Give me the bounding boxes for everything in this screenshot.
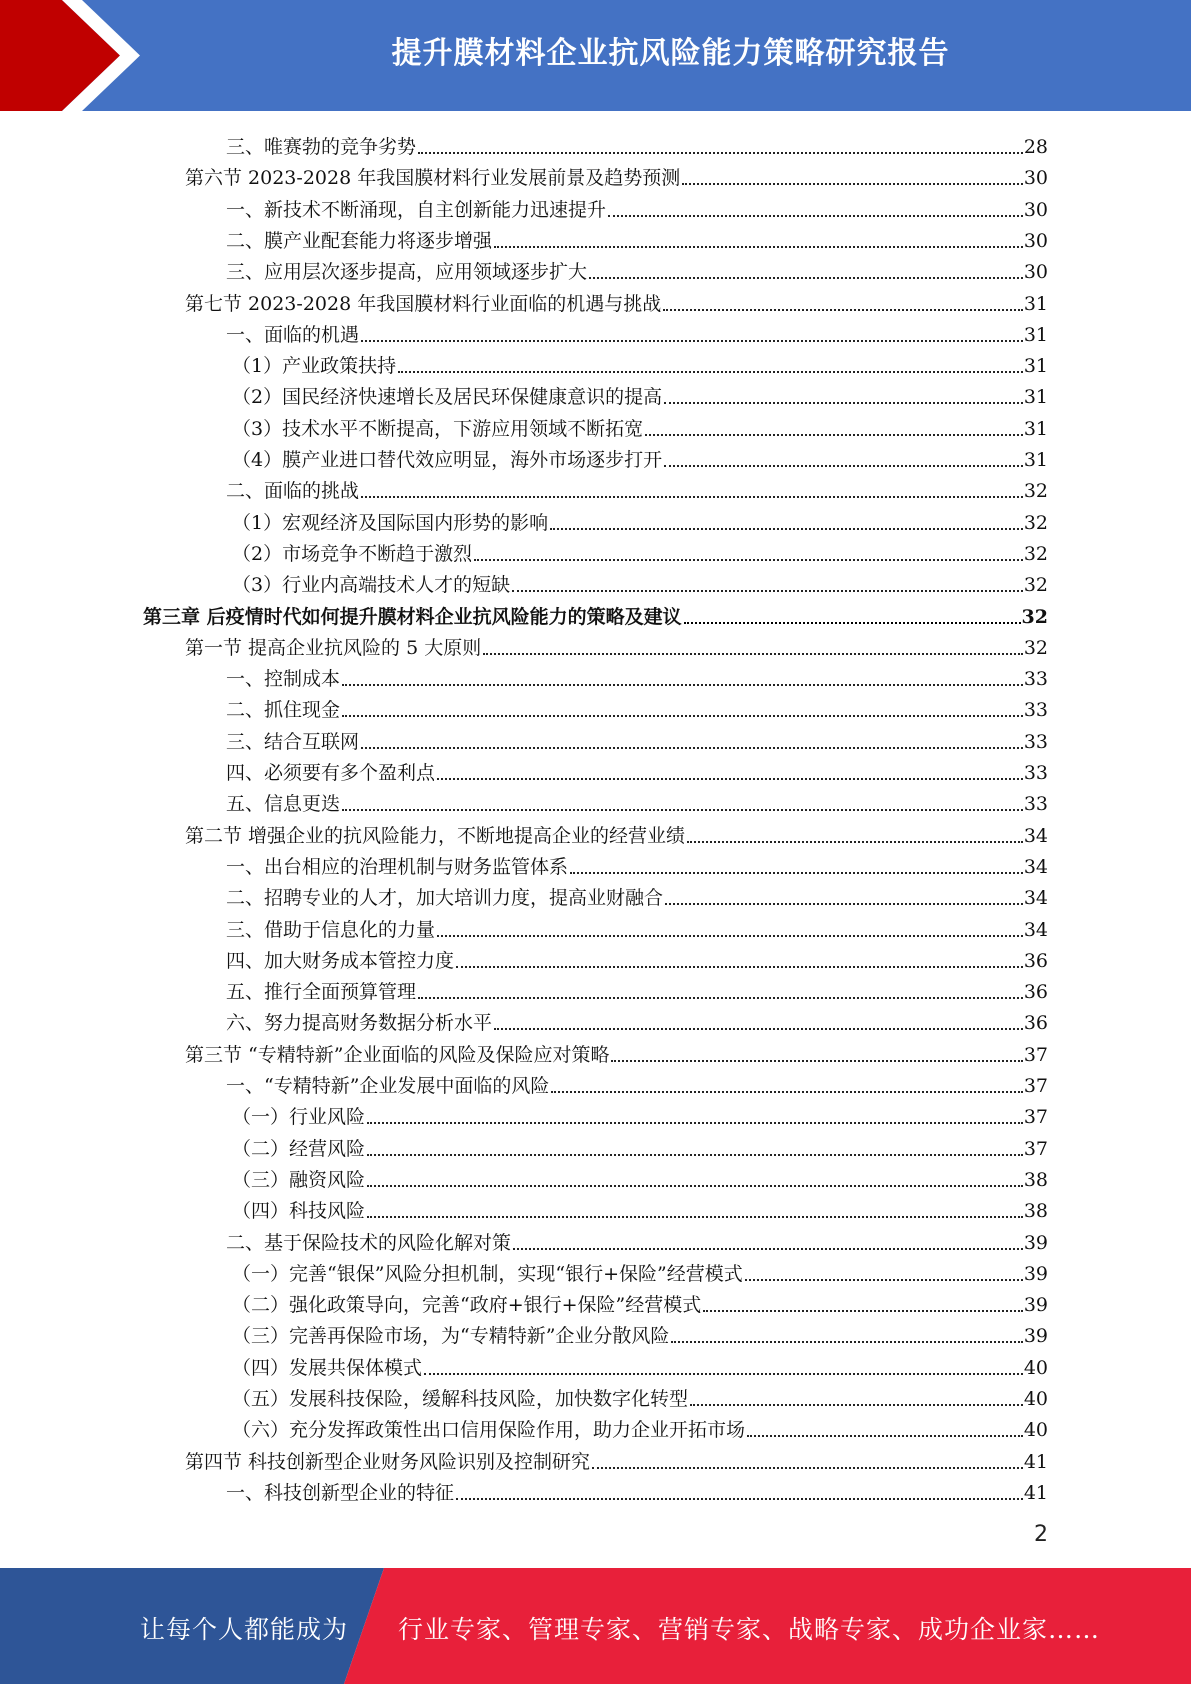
toc-entry-label: 二、抓住现金 [226,699,341,722]
toc-dot-leader [682,183,1023,185]
toc-entry-page: 30 [1023,198,1048,221]
toc-entry-page: 33 [1023,762,1048,784]
toc-entry-page: 37 [1023,1043,1048,1066]
toc-entry-page: 40 [1023,1356,1048,1379]
toc-entry-label: （1）产业政策扶持 [232,355,397,378]
toc-dot-leader [592,1467,1023,1469]
toc-entry-page: 30 [1023,261,1048,284]
toc-entry-label: （二）强化政策导向，完善“政府+银行+保险”经营模式 [232,1294,702,1317]
toc-dot-leader [703,1310,1023,1312]
toc-entry-page: 39 [1023,1325,1048,1348]
toc-entry[interactable] [232,1098,1048,1129]
toc-entry-page: 31 [1023,355,1048,378]
toc-entry[interactable] [226,472,1048,503]
toc-entry-label: （三）融资风险 [232,1168,366,1191]
toc-entry-page: 32 [1023,636,1048,659]
toc-entry-page: 39 [1023,1231,1048,1254]
toc-entry[interactable] [185,629,1048,660]
toc-entry[interactable] [143,598,1048,629]
toc-dot-leader [483,653,1023,655]
toc-entry-page: 39 [1023,1262,1048,1285]
toc-entry-page: 32 [1023,511,1048,534]
toc-entry-label: 五、推行全面预算管理 [226,981,417,1004]
toc-entry[interactable] [232,535,1048,566]
toc-entry[interactable] [226,911,1048,942]
toc-dot-leader [570,872,1023,874]
toc-dot-leader [747,1435,1023,1437]
toc-entry[interactable] [226,723,1048,754]
report-title: 提升膜材料企业抗风险能力策略研究报告 [391,36,950,71]
toc-entry-label: 三、借助于信息化的力量 [226,918,436,941]
toc-entry[interactable] [232,410,1048,441]
toc-entry-label: 三、唯赛勃的竞争劣势 [226,136,417,158]
toc-entry-page: 37 [1023,1075,1048,1097]
toc-entry-page: 34 [1023,855,1048,878]
toc-entry-page: 34 [1023,887,1048,910]
toc-dot-leader [361,496,1023,498]
toc-entry-page: 41 [1023,1481,1048,1504]
toc-entry-label: （3）行业内高端技术人才的短缺 [232,574,511,597]
toc-entry-page: 31 [1023,417,1048,440]
toc-dot-leader [690,1404,1023,1406]
toc-entry-label: 二、膜产业配套能力将逐步增强 [226,229,493,252]
toc-entry-page: 33 [1023,668,1048,691]
toc-entry-label: 三、应用层次逐步提高，应用领域逐步扩大 [226,261,588,284]
toc-entry-label: （五）发展科技保险，缓解科技风险，加快数字化转型 [232,1388,689,1410]
toc-dot-leader [513,1248,1023,1250]
toc-dot-leader [398,371,1023,373]
toc-entry[interactable] [226,128,1048,159]
toc-dot-leader [494,1028,1023,1030]
toc-entry-label: （2）市场竞争不断趋于激烈 [232,542,473,565]
toc-entry-page: 36 [1023,949,1048,972]
toc-dot-leader [456,1498,1023,1500]
toc-entry-label: （1）宏观经济及国际国内形势的影响 [232,511,549,534]
toc-entry-label: （4）膜产业进口替代效应明显，海外市场逐步打开 [232,449,663,471]
toc-entry[interactable] [226,253,1048,284]
toc-entry-page: 33 [1023,793,1048,816]
toc-entry-page: 30 [1023,167,1048,190]
toc-dot-leader [684,622,1021,624]
toc-entry-page: 37 [1023,1106,1048,1129]
toc-entry-label: 一、控制成本 [226,668,341,691]
toc-entry-label: 第三章 后疫情时代如何提升膜材料企业抗风险能力的策略及建议 [143,605,682,628]
toc-entry[interactable] [232,1192,1048,1223]
toc-entry-page: 36 [1023,981,1048,1004]
toc-entry-page: 38 [1023,1200,1048,1223]
toc-entry[interactable] [232,378,1048,409]
toc-entry[interactable] [232,1317,1048,1348]
toc-entry-label: （三）完善再保险市场，为“专精特新”企业分散风险 [232,1325,670,1348]
toc-entry-label: （六）充分发挥政策性出口信用保险作用，助力企业开拓市场 [232,1419,746,1442]
toc-entry-page: 31 [1023,449,1048,471]
toc-entry[interactable] [232,1130,1048,1161]
toc-dot-leader [342,809,1023,811]
toc-entry-page: 41 [1023,1450,1048,1473]
toc-entry-label: 第六节 2023-2028 年我国膜材料行业发展前景及趋势预测 [185,167,681,190]
toc-dot-leader [663,309,1023,311]
toc-entry-label: 二、基于保险技术的风险化解对策 [226,1231,512,1254]
toc-dot-leader [342,715,1023,717]
toc-dot-leader [367,1216,1023,1218]
toc-entry[interactable] [232,566,1048,597]
toc-entry[interactable] [185,159,1048,190]
toc-entry-page: 34 [1023,824,1048,847]
page-number: 2 [1034,1522,1048,1547]
red-arrow-icon [0,0,150,111]
toc-entry[interactable] [226,973,1048,1004]
toc-entry-label: 第七节 2023-2028 年我国膜材料行业面临的机遇与挑战 [185,292,662,315]
toc-dot-leader [608,215,1023,217]
toc-dot-leader [456,966,1023,968]
toc-entry[interactable] [185,1036,1048,1067]
toc-dot-leader [361,340,1023,342]
page-header [0,0,1191,111]
toc-dot-leader [664,402,1023,404]
page-footer [0,1568,1191,1684]
toc-dot-leader [361,747,1023,749]
toc-dot-leader [424,1373,1023,1375]
toc-entry-label: 二、招聘专业的人才，加大培训力度，提高业财融合 [226,887,664,910]
toc-entry-label: 第一节 提高企业抗风险的 5 大原则 [185,636,482,659]
toc-dot-leader [367,1122,1023,1124]
toc-dot-leader [551,1091,1022,1093]
toc-dot-leader [687,841,1023,843]
toc-entry-page: 34 [1023,918,1048,941]
toc-entry[interactable] [232,347,1048,378]
toc-entry-label: 第二节 增强企业的抗风险能力，不断地提高企业的经营业绩 [185,824,686,847]
toc-entry-page: 32 [1021,605,1048,628]
toc-entry[interactable] [232,1411,1048,1442]
toc-entry[interactable] [226,848,1048,879]
toc-entry-page: 28 [1023,136,1048,158]
toc-dot-leader [367,1185,1023,1187]
toc-entry-label: 一、新技术不断涌现，自主创新能力迅速提升 [226,198,607,221]
toc-entry[interactable] [226,1004,1048,1035]
toc-entry[interactable] [226,754,1048,785]
toc-dot-leader [589,277,1023,279]
toc-entry-page: 40 [1023,1419,1048,1442]
toc-entry[interactable] [232,1255,1048,1286]
toc-entry[interactable] [226,660,1048,691]
toc-entry-page: 40 [1023,1388,1048,1410]
toc-dot-leader [512,590,1023,592]
toc-dot-leader [342,684,1023,686]
toc-dot-leader [367,1154,1023,1156]
footer-slogan-left: 让每个人都能成为 [140,1615,349,1644]
toc-entry[interactable] [226,879,1048,910]
toc-entry-label: 四、加大财务成本管控力度 [226,949,455,972]
toc-entry-page: 32 [1023,542,1048,565]
toc-entry[interactable] [226,785,1048,816]
toc-entry-page: 30 [1023,229,1048,252]
toc-entry-label: 四、必须要有多个盈利点 [226,762,436,784]
toc-entry-page: 36 [1023,1012,1048,1035]
toc-entry-page: 31 [1023,292,1048,315]
toc-entry-label: 一、“专精特新”企业发展中面临的风险 [226,1075,550,1097]
toc-dot-leader [474,559,1023,561]
toc-entry-page: 39 [1023,1294,1048,1317]
toc-dot-leader [418,152,1023,154]
toc-dot-leader [664,465,1023,467]
toc-entry-label: 六、努力提高财务数据分析水平 [226,1012,493,1035]
toc-dot-leader [745,1279,1023,1281]
toc-entry-label: （2）国民经济快速增长及居民环保健康意识的提高 [232,386,663,409]
toc-entry-label: 二、面临的挑战 [226,480,360,503]
toc-entry-page: 32 [1023,574,1048,597]
toc-entry-page: 33 [1023,730,1048,753]
toc-entry-label: 一、面临的机遇 [226,323,360,346]
toc-dot-leader [645,434,1023,436]
toc-entry-page: 38 [1023,1168,1048,1191]
toc-entry-page: 33 [1023,699,1048,722]
toc-entry-page: 31 [1023,386,1048,409]
toc-entry-label: （3）技术水平不断提高，下游应用领域不断拓宽 [232,417,644,440]
toc-entry-page: 32 [1023,480,1048,503]
toc-entry-label: （一）行业风险 [232,1106,366,1129]
toc-entry[interactable] [232,504,1048,535]
toc-entry[interactable] [232,1380,1048,1411]
toc-entry-label: （四）发展共保体模式 [232,1356,423,1379]
toc-entry-label: 第三节 “专精特新”企业面临的风险及保险应对策略 [185,1043,610,1066]
footer-slogan-right: 行业专家、管理专家、营销专家、战略专家、成功企业家…… [398,1615,1101,1644]
toc-entry[interactable] [226,691,1048,722]
toc-entry-label: （一）完善“银保”风险分担机制，实现“银行+保险”经营模式 [232,1262,743,1285]
toc-entry-page: 37 [1023,1137,1048,1160]
toc-entry-label: 一、科技创新型企业的特征 [226,1481,455,1504]
toc-entry-page: 31 [1023,323,1048,346]
toc-entry[interactable] [226,1067,1048,1098]
toc-entry-label: （二）经营风险 [232,1137,366,1160]
toc-entry[interactable] [232,1286,1048,1317]
toc-dot-leader [437,778,1023,780]
toc-entry[interactable] [185,1443,1048,1474]
toc-entry[interactable] [226,222,1048,253]
toc-entry-label: 第四节 科技创新型企业财务风险识别及控制研究 [185,1450,591,1473]
toc-dot-leader [494,246,1023,248]
toc-entry[interactable] [185,285,1048,316]
toc-dot-leader [671,1341,1022,1343]
toc-entry-label: 五、信息更迭 [226,793,341,816]
toc-dot-leader [437,935,1023,937]
toc-entry[interactable] [226,1224,1048,1255]
toc-entry-label: （四）科技风险 [232,1200,366,1223]
toc-dot-leader [418,997,1023,999]
toc-entry-label: 一、出台相应的治理机制与财务监管体系 [226,855,569,878]
toc-entry[interactable] [232,1161,1048,1192]
toc-entry[interactable] [226,942,1048,973]
toc-entry[interactable] [232,441,1048,472]
toc-entry[interactable] [185,817,1048,848]
toc-entry[interactable] [232,1349,1048,1380]
toc-dot-leader [550,528,1023,530]
toc-entry[interactable] [226,191,1048,222]
toc-dot-leader [665,903,1023,905]
toc-dot-leader [611,1060,1022,1062]
toc-entry[interactable] [226,316,1048,347]
toc-entry-label: 三、结合互联网 [226,730,360,753]
toc-entry[interactable] [226,1474,1048,1505]
